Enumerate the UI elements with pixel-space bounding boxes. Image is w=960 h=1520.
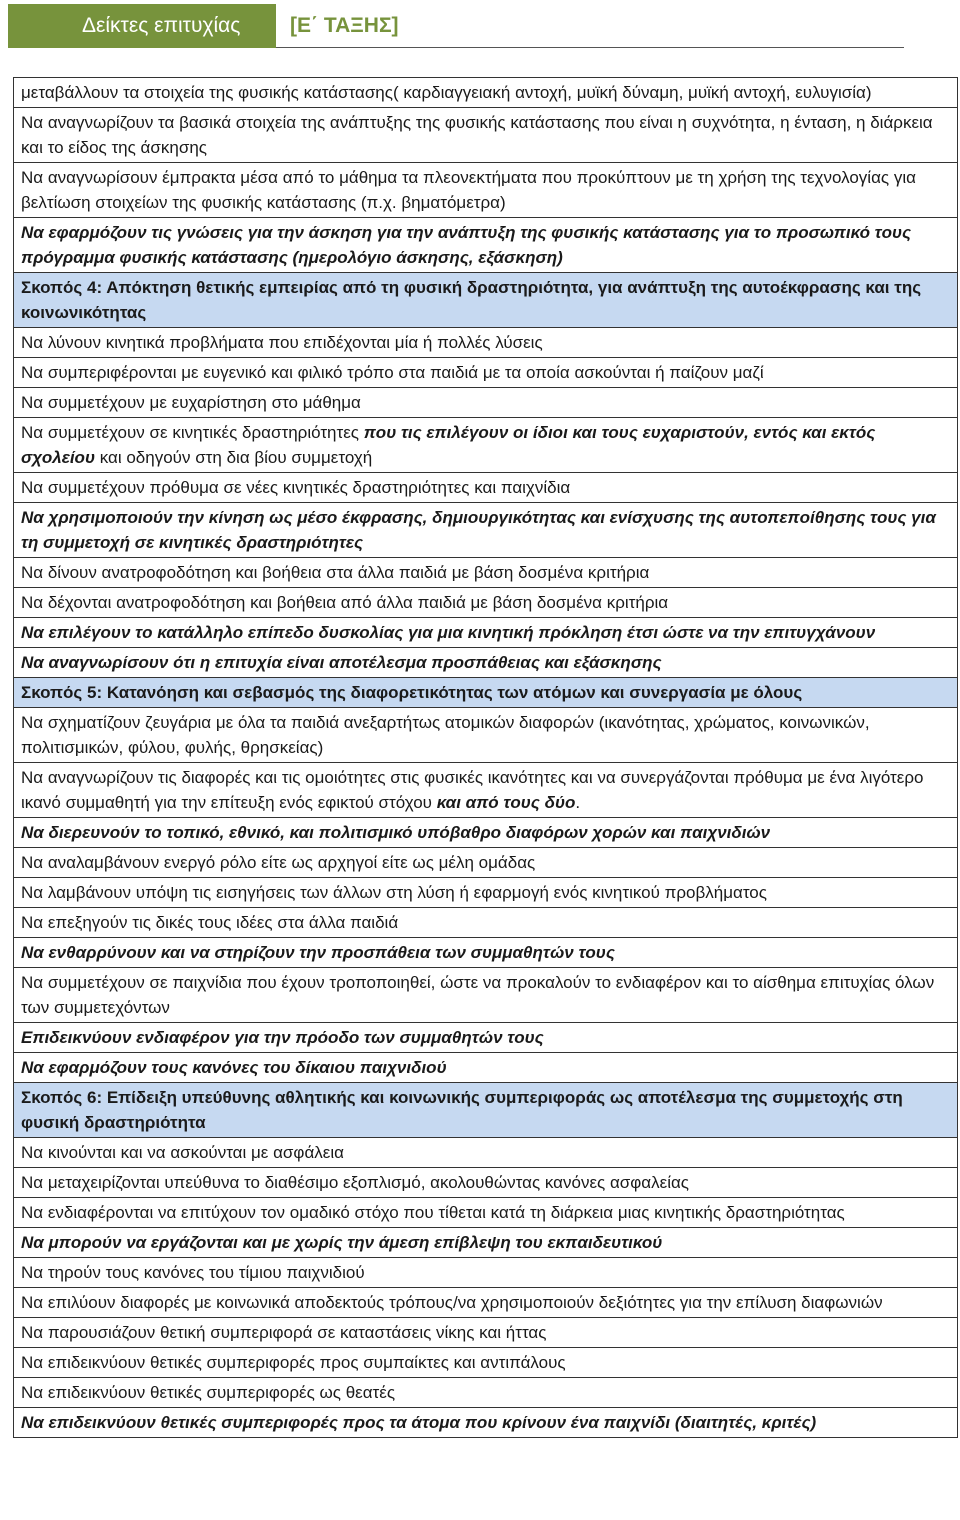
table-row <box>14 1258 958 1288</box>
outcomes-table <box>13 77 958 1438</box>
table-row <box>14 1348 958 1378</box>
table-row <box>14 648 958 678</box>
outcome-cell: Να αναγνωρίσουν ότι η επιτυχία είναι αποτέλεσμα προσπάθειας και εξάσκησης <box>14 648 958 678</box>
table-row <box>14 1053 958 1083</box>
outcome-cell: Να ενθαρρύνουν και να στηρίζουν την προσπάθεια των συμμαθητών τους <box>14 938 958 968</box>
outcome-text: Να συμμετέχουν σε κινητικές δραστηριότητες <box>21 423 364 442</box>
outcome-cell: Να μπορούν να εργάζονται και με χωρίς την άμεση επίβλεψη του εκπαιδευτικού <box>14 1228 958 1258</box>
table-row <box>14 908 958 938</box>
table-row <box>14 1023 958 1053</box>
goal-row <box>14 678 958 708</box>
outcome-text-tail: και οδηγούν στη δια βίου συμμετοχή <box>95 448 373 467</box>
outcome-cell: Να δίνουν ανατροφοδότηση και βοήθεια στα άλλα παιδιά με βάση δοσμένα κριτήρια <box>14 558 958 588</box>
outcome-text: Να αναγνωρίζουν τις διαφορές και τις ομοιότητες στις φυσικές ικανότητες και να συνεργάζονται πρόθυμα με ένα λιγότερο ικανό συμμαθητή για την επίτευξη ενός εφικτού στόχου <box>21 768 924 812</box>
table-row <box>14 558 958 588</box>
table-row <box>14 503 958 558</box>
outcome-cell: Να επιδεικνύουν θετικές συμπεριφορές ως θεατές <box>14 1378 958 1408</box>
table-row <box>14 848 958 878</box>
table-row <box>14 388 958 418</box>
table-row <box>14 1408 958 1438</box>
outcome-cell: Να λύνουν κινητικά προβλήματα που επιδέχονται μία ή πολλές λύσεις <box>14 328 958 358</box>
goal-heading: Σκοπός 5: Κατανόηση και σεβασμός της διαφορετικότητας των ατόμων και συνεργασία με όλους <box>14 678 958 708</box>
table-row <box>14 328 958 358</box>
table-row <box>14 938 958 968</box>
outcome-text-tail: . <box>575 793 581 812</box>
table-row <box>14 418 958 473</box>
outcome-cell: Να εφαρμόζουν τις γνώσεις για την άσκηση για την ανάπτυξη της φυσικής κατάστασης για το προσωπικό τους πρόγραμμα φυσικής κατάστασης (ημερολόγιο άσκησης, εξάσκηση) <box>14 218 958 273</box>
table-row <box>14 1198 958 1228</box>
outcome-cell: Να ενδιαφέρονται να επιτύχουν τον ομαδικό στόχο που τίθεται κατά τη διάρκεια μιας κινητικής δραστηριότητας <box>14 1198 958 1228</box>
page-header <box>8 4 904 48</box>
outcome-cell <box>14 418 958 473</box>
outcome-cell: Να συμμετέχουν σε παιχνίδια που έχουν τροποποιηθεί, ώστε να προκαλούν το ενδιαφέρον και το αίσθημα επιτυχίας όλων των συμμετεχόντων <box>14 968 958 1023</box>
table-row <box>14 818 958 848</box>
outcome-cell <box>14 763 958 818</box>
table-row <box>14 1168 958 1198</box>
class-label: [Ε΄ ΤΑΞΗΣ] <box>290 14 399 37</box>
outcome-cell: Να επεξηγούν τις δικές τους ιδέες στα άλλα παιδιά <box>14 908 958 938</box>
table-row <box>14 218 958 273</box>
outcome-cell: Να διερευνούν το τοπικό, εθνικό, και πολιτισμικό υπόβαθρο διαφόρων χορών και παιχνιδιών <box>14 818 958 848</box>
table-row <box>14 1288 958 1318</box>
table-row <box>14 1318 958 1348</box>
section-title: Δείκτες επιτυχίας <box>8 4 276 48</box>
table-row <box>14 588 958 618</box>
outcome-cell: Να δέχονται ανατροφοδότηση και βοήθεια από άλλα παιδιά με βάση δοσμένα κριτήρια <box>14 588 958 618</box>
outcome-cell: Να παρουσιάζουν θετική συμπεριφορά σε καταστάσεις νίκης και ήττας <box>14 1318 958 1348</box>
table-row <box>14 1228 958 1258</box>
outcome-cell: μεταβάλλουν τα στοιχεία της φυσικής κατάστασης( καρδιαγγειακή αντοχή, μυϊκή δύναμη, μυϊκή αντοχή, ευλυγισία) <box>14 78 958 108</box>
table-row <box>14 108 958 163</box>
outcome-cell: Να επιλέγουν το κατάλληλο επίπεδο δυσκολίας για μια κινητική πρόκληση έτσι ώστε να την επιτυγχάνουν <box>14 618 958 648</box>
outcome-cell: Να χρησιμοποιούν την κίνηση ως μέσο έκφρασης, δημιουργικότητας και ενίσχυσης της αυτοπεποίθησης τους για τη συμμετοχή σε κινητικές δραστηριότητες <box>14 503 958 558</box>
table-row <box>14 163 958 218</box>
outcome-cell: Να λαμβάνουν υπόψη τις εισηγήσεις των άλλων στη λύση ή εφαρμογή ενός κινητικού προβλήματος <box>14 878 958 908</box>
outcome-cell: Να μεταχειρίζονται υπεύθυνα το διαθέσιμο εξοπλισμό, ακολουθώντας κανόνες ασφαλείας <box>14 1168 958 1198</box>
table-row <box>14 968 958 1023</box>
table-row <box>14 358 958 388</box>
goal-row <box>14 273 958 328</box>
table-row <box>14 78 958 108</box>
outcome-cell: Επιδεικνύουν ενδιαφέρον για την πρόοδο των συμμαθητών τους <box>14 1023 958 1053</box>
outcome-cell: Να συμμετέχουν πρόθυμα σε νέες κινητικές δραστηριότητες και παιχνίδια <box>14 473 958 503</box>
table-row <box>14 618 958 648</box>
table-row <box>14 763 958 818</box>
outcome-cell: Να αναγνωρίζουν τα βασικά στοιχεία της ανάπτυξης της φυσικής κατάστασης που είναι η συχνότητα, η ένταση, η διάρκεια και το είδος της άσκησης <box>14 108 958 163</box>
outcome-cell: Να συμμετέχουν με ευχαρίστηση στο μάθημα <box>14 388 958 418</box>
goal-row <box>14 1083 958 1138</box>
table-row <box>14 1378 958 1408</box>
outcome-cell: Να κινούνται και να ασκούνται με ασφάλεια <box>14 1138 958 1168</box>
outcome-cell: Να σχηματίζουν ζευγάρια με όλα τα παιδιά ανεξαρτήτως ατομικών διαφορών (ικανότητας, χρώματος, κοινωνικών, πολιτισμικών, φύλου, φυλής, θρησκείας) <box>14 708 958 763</box>
goal-heading: Σκοπός 4: Απόκτηση θετικής εμπειρίας από τη φυσική δραστηριότητα, για ανάπτυξη της αυτοέκφρασης και της κοινωνικότητας <box>14 273 958 328</box>
outcome-cell: Να αναλαμβάνουν ενεργό ρόλο είτε ως αρχηγοί είτε ως μέλη ομάδας <box>14 848 958 878</box>
outcome-cell: Να τηρούν τους κανόνες του τίμιου παιχνιδιού <box>14 1258 958 1288</box>
outcome-cell: Να εφαρμόζουν τους κανόνες του δίκαιου παιχνιδιού <box>14 1053 958 1083</box>
outcome-cell: Να επιδεικνύουν θετικές συμπεριφορές προς συμπαίκτες και αντιπάλους <box>14 1348 958 1378</box>
outcome-emphasis: και από τους δύο <box>436 793 576 812</box>
outcome-cell: Να επιδεικνύουν θετικές συμπεριφορές προς τα άτομα που κρίνουν ένα παιχνίδι (διαιτητές, κριτές) <box>14 1408 958 1438</box>
outcome-cell: Να επιλύουν διαφορές με κοινωνικά αποδεκτούς τρόπους/να χρησιμοποιούν δεξιότητες για την επίλυση διαφωνιών <box>14 1288 958 1318</box>
table-row <box>14 1138 958 1168</box>
goal-heading: Σκοπός 6: Επίδειξη υπεύθυνης αθλητικής και κοινωνικής συμπεριφοράς ως αποτέλεσμα της συμμετοχής στη φυσική δραστηριότητα <box>14 1083 958 1138</box>
table-row <box>14 878 958 908</box>
outcome-emphasis: που τις επιλέγουν οι ίδιοι και τους ευχαριστούν, εντός και εκτός σχολείου <box>21 423 876 467</box>
header-divider <box>276 47 904 48</box>
table-row <box>14 473 958 503</box>
outcome-cell: Να αναγνωρίσουν έμπρακτα μέσα από το μάθημα τα πλεονεκτήματα που προκύπτουν με τη χρήση της τεχνολογίας για βελτίωση στοιχείων της φυσικής κατάστασης (π.χ. βηματόμετρα) <box>14 163 958 218</box>
outcome-cell: Να συμπεριφέρονται με ευγενικό και φιλικό τρόπο στα παιδιά με τα οποία ασκούνται ή παίζουν μαζί <box>14 358 958 388</box>
table-row <box>14 708 958 763</box>
